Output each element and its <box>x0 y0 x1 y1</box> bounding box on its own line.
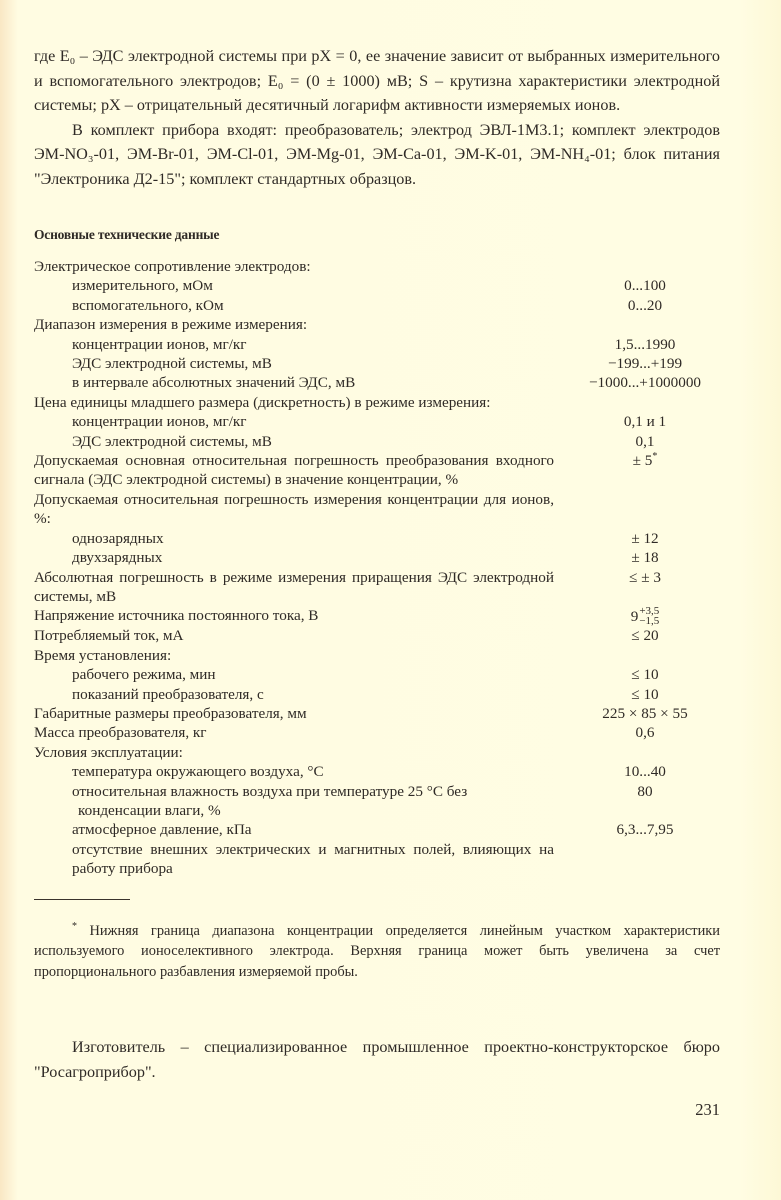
voltage-nominal: 9 <box>630 607 639 625</box>
footnote <box>34 921 720 983</box>
voltage-upper-tolerance: +3,5 <box>639 605 660 618</box>
spec-row <box>34 432 720 451</box>
spec-label <box>34 782 554 821</box>
spec-value: ± 12 <box>631 529 659 547</box>
spec-label: Электрическое сопротивление электродов: <box>34 258 311 275</box>
footnote-marker: * <box>72 920 77 932</box>
spec-label: показаний преобразователя, с <box>72 685 264 703</box>
spec-row <box>34 685 720 704</box>
spec-value: 80 <box>637 782 653 800</box>
spec-value: ± 18 <box>631 549 659 567</box>
spec-row <box>34 412 720 431</box>
spec-row <box>34 296 720 315</box>
spec-row <box>34 490 720 529</box>
spec-label: Габаритные размеры преобразователя, мм <box>34 704 307 722</box>
spec-label: Масса преобразователя, кг <box>34 724 207 742</box>
specs-table <box>34 257 720 879</box>
spec-row <box>34 257 720 276</box>
spec-label: измерительного, мОм <box>72 277 213 295</box>
spec-label: ЭДС электродной системы, мВ <box>72 432 272 450</box>
spec-value: 0,6 <box>635 724 655 742</box>
spec-value: −199...+199 <box>607 355 683 373</box>
spec-row <box>34 723 720 742</box>
spec-label: температура окружающего воздуха, °С <box>72 763 324 781</box>
spec-value: 0...20 <box>627 296 663 314</box>
spec-label: Напряжение источника постоянного тока, В <box>34 607 319 625</box>
intro-paragraph-1: где E₀ – ЭДС электродной системы при pX = 0, ее значение зависит от выбранных измерительного и вспомогательного электродов; E₀ = (0 ± 1000) мВ; S – крутизна характеристики электродной системы; pX – отрицательный десятичный логарифм активности измеряемых ионов. <box>34 47 720 114</box>
voltage-lower-tolerance: −1,5 <box>639 615 660 628</box>
spec-label: вспомогательного, кОм <box>72 296 224 314</box>
spec-row <box>34 315 720 334</box>
spec-value: ≤ 20 <box>631 627 659 645</box>
spec-row <box>34 335 720 354</box>
spec-value: −1000...+1000000 <box>588 374 702 392</box>
spec-value: 1,5...1990 <box>614 335 676 353</box>
spec-row <box>34 606 720 626</box>
spec-row <box>34 568 720 607</box>
spec-label: Потребляемый ток, мА <box>34 627 184 645</box>
document-page <box>34 44 720 1120</box>
spec-row <box>34 743 720 762</box>
spec-row <box>34 626 720 645</box>
spec-label: в интервале абсолютных значений ЭДС, мВ <box>72 374 356 392</box>
spec-label: Время установления: <box>34 646 172 664</box>
spec-row <box>34 393 720 412</box>
spec-label: концентрации ионов, мг/кг <box>72 335 247 353</box>
spec-label: концентрации ионов, мг/кг <box>72 413 247 431</box>
spec-label: Условия эксплуатации: <box>34 743 183 761</box>
spec-row <box>34 840 720 879</box>
spec-row <box>34 646 720 665</box>
spec-label: Абсолютная погрешность в режиме измерения приращения ЭДС электродной системы, мВ <box>34 568 554 605</box>
spec-label: ЭДС электродной системы, мВ <box>72 355 272 373</box>
manufacturer-paragraph: Изготовитель – специализированное промышленное проектно-конструкторское бюро "Росагроприбор". <box>34 1038 720 1081</box>
intro-paragraph-2: В комплект прибора входят: преобразователь; электрод ЭВЛ-1М3.1; комплект электродов ЭМ-NO₃-01, ЭМ-Br-01, ЭМ-Cl-01, ЭМ-Mg-01, ЭМ-Ca-01, ЭМ-K-01, ЭМ-NH₄-01; блок питания "Электроника Д2-15"; комплект стандартных образцов. <box>34 120 720 188</box>
spec-row <box>34 704 720 723</box>
spec-row <box>34 820 720 839</box>
spec-row <box>34 373 720 392</box>
spec-value: 10...40 <box>624 763 666 781</box>
spec-value <box>570 606 720 626</box>
footnote-text: Нижняя граница диапазона концентрации определяется линейным участком характеристики используемого ионоселективного электрода. Верхняя граница может быть увеличена за счет пропорционального разбавления измеряемой пробы. <box>34 922 720 980</box>
spec-label: Допускаемая основная относительная погрешность преобразования входного сигнала (ЭДС электродной системы) в значение концентрации, % <box>34 452 554 489</box>
spec-label: атмосферное давление, кПа <box>72 821 252 839</box>
spec-label: однозарядных <box>72 529 164 547</box>
spec-label: Цена единицы младшего размера (дискретность) в режиме измерения: <box>34 393 491 411</box>
spec-label-line: относительная влажность воздуха при температуре 25 °С без <box>72 782 468 800</box>
spec-row <box>34 451 720 490</box>
spec-row <box>34 548 720 567</box>
spec-row <box>34 762 720 781</box>
spec-label-continuation: конденсации влаги, % <box>78 801 221 819</box>
spec-value: 0,1 <box>635 432 655 450</box>
spec-row <box>34 276 720 295</box>
spec-row <box>34 529 720 548</box>
spec-row <box>34 354 720 373</box>
spec-value: 6,3...7,95 <box>616 821 674 839</box>
spec-value <box>570 451 720 470</box>
spec-label: Допускаемая относительная погрешность измерения концентрации для ионов, %: <box>34 490 554 528</box>
spec-row <box>34 782 720 821</box>
spec-value: ≤ 10 <box>631 685 659 703</box>
spec-label: двухзарядных <box>72 549 163 567</box>
footnote-divider <box>34 899 130 900</box>
page-number: 231 <box>695 1100 720 1120</box>
spec-value: ≤ 10 <box>631 666 659 684</box>
spec-value: 0,1 и 1 <box>623 413 667 431</box>
footnote-marker: * <box>652 451 658 462</box>
spec-value: ≤ ± 3 <box>629 568 661 586</box>
spec-value-text: ± 5 <box>632 452 653 470</box>
spec-label: Диапазон измерения в режиме измерения: <box>34 316 308 334</box>
specs-title: Основные технические данные <box>34 227 220 242</box>
spec-label: рабочего режима, мин <box>72 666 216 684</box>
spec-value: 225 × 85 × 55 <box>602 704 688 722</box>
spec-value: 0...100 <box>624 277 666 295</box>
spec-label: отсутствие внешних электрических и магнитных полей, влияющих на работу прибора <box>72 840 554 878</box>
spec-row <box>34 665 720 684</box>
